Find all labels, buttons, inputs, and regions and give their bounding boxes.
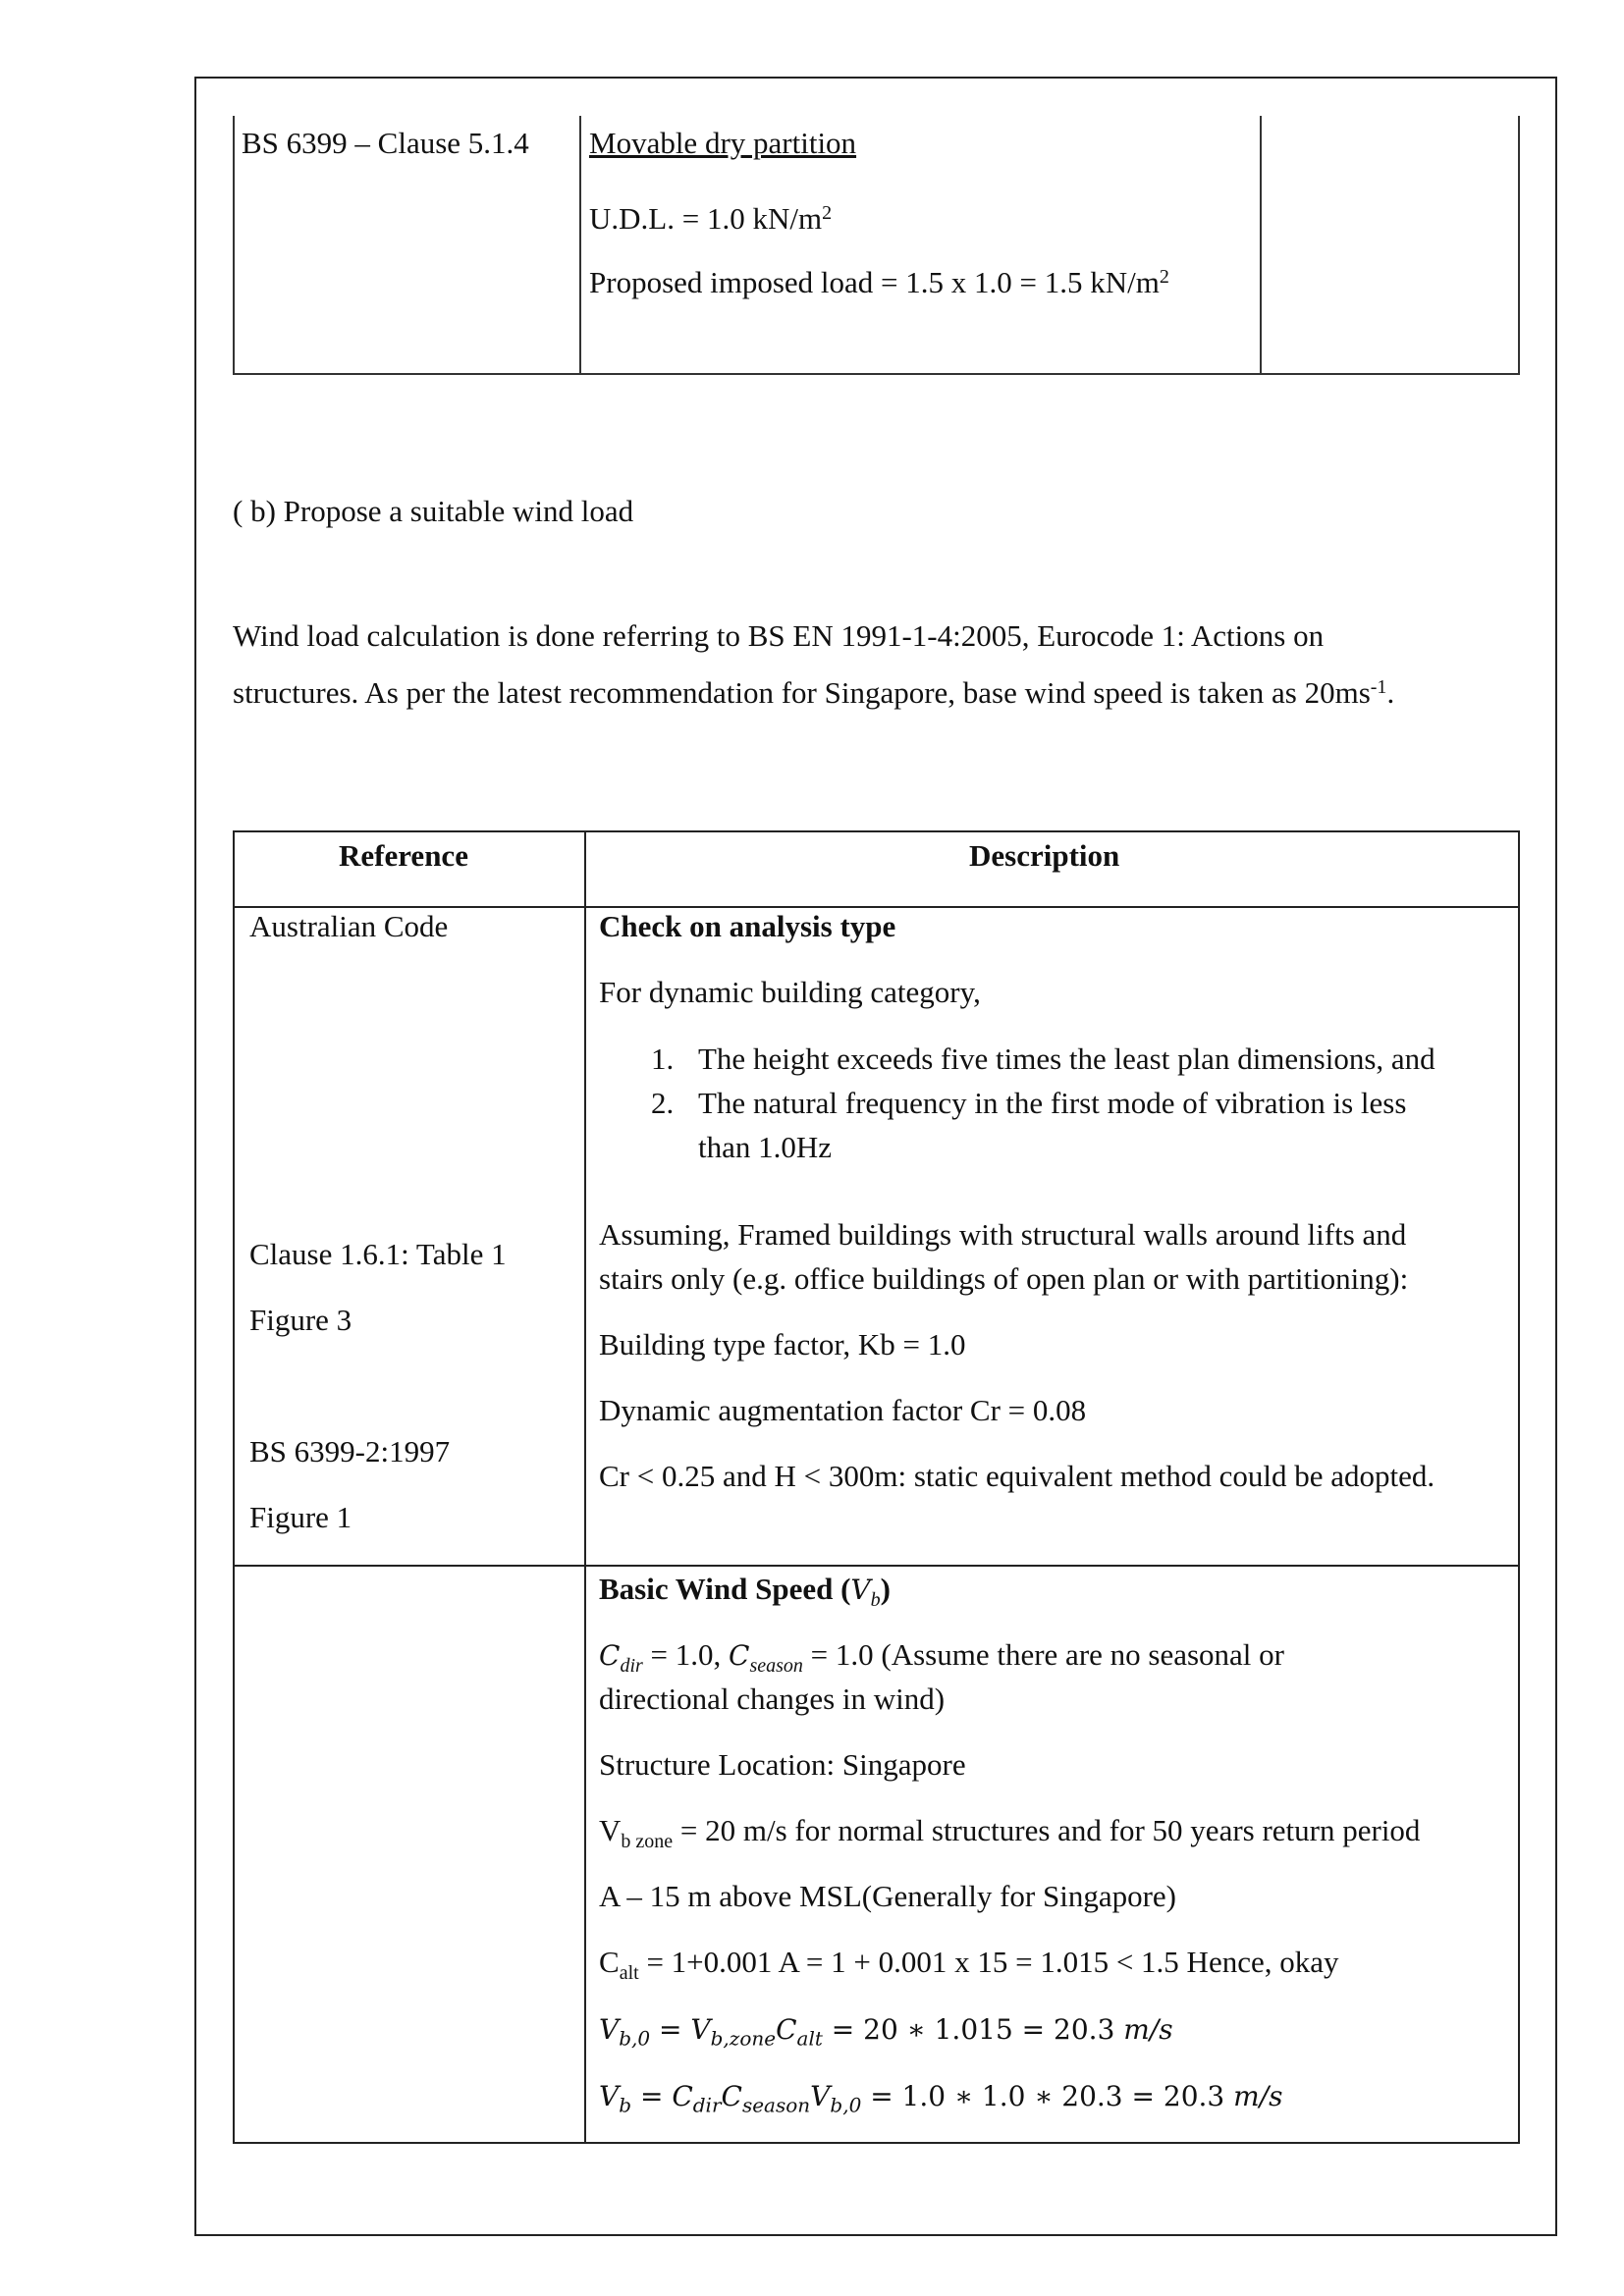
altitude-line: A – 15 m above MSL(Generally for Singapore) (599, 1879, 1177, 1913)
list-number-1: 1. (651, 1041, 675, 1076)
ref-clause-table1: Clause 1.6.1: Table 1 (249, 1237, 507, 1271)
header-reference: Reference (339, 838, 468, 873)
ref-figure3: Figure 3 (249, 1303, 352, 1337)
ref-figure1: Figure 1 (249, 1500, 352, 1534)
building-type-factor: Building type factor, Kb = 1.0 (599, 1327, 966, 1362)
header-description: Description (969, 838, 1120, 873)
static-method-conclusion: Cr < 0.25 and H < 300m: static equivalent method could be adopted. (599, 1459, 1435, 1493)
vb-zone-line: $V_{b zone} = 20$ m/s for normal structures and for 50 years return period (599, 1813, 1421, 1853)
equation-vb0: $V_{b,0} = V_{b,zone}C_{alt} = 20$ ∗ 1.015 = 20.3 m/s (599, 2013, 1173, 2051)
section-b-heading: ( b) Propose a suitable wind load (233, 494, 634, 528)
equation-vb: $V_b = C_{dir}C_{season}V_{b,0} = 1.0$ ∗ 1.0 ∗ 20.3 = 20.3 m/s (599, 2080, 1283, 2117)
dynamic-augmentation-factor: Dynamic augmentation factor Cr = 0.08 (599, 1393, 1087, 1427)
ref-bs6399-2: BS 6399-2:1997 (249, 1434, 451, 1468)
cdir-cseason-line1: $C_{dir} = 1.0$, $C_{season} = 1.0$ (Assume there are no seasonal or (599, 1637, 1284, 1678)
list-number-2: 2. (651, 1086, 675, 1120)
udl-value: U.D.L. = 1.0 $kN/m^2$ (589, 201, 833, 236)
partition-heading: Movable dry partition (589, 126, 857, 160)
imposed-load: Proposed imposed load = 1.5 x 1.0 = 1.5 $kN/m^2$ (589, 265, 1169, 299)
assumption-line2: stairs only (e.g. office buildings of open plan or with partitioning): (599, 1261, 1409, 1296)
analysis-type-heading: Check on analysis type (599, 909, 896, 943)
cdir-cseason-line2: directional changes in wind) (599, 1682, 946, 1716)
list-item-2-line2: than 1.0Hz (698, 1130, 833, 1164)
calt-line: $C_{alt} = 1+0.001$ A = 1 + 0.001 x 15 = 1.015 < 1.5 Hence, okay (599, 1945, 1339, 1985)
assumption-line1: Assuming, Framed buildings with structural walls around lifts and (599, 1217, 1407, 1252)
wind-paragraph-line2: structures. As per the latest recommendation for Singapore, base wind speed is taken as $20ms^{-1}$. (233, 675, 1395, 710)
list-item-2-line1: The natural frequency in the first mode of vibration is less (698, 1086, 1407, 1120)
structure-location: Structure Location: Singapore (599, 1747, 966, 1782)
basic-wind-speed-heading: Basic Wind Speed $(V_b)$ (599, 1572, 891, 1612)
list-item-1: The height exceeds five times the least plan dimensions, and (698, 1041, 1435, 1076)
reference-bs6399: BS 6399 – Clause 5.1.4 (242, 126, 529, 160)
wind-paragraph-line1: Wind load calculation is done referring to BS EN 1991-1-4:2005, Eurocode 1: Actions on (233, 618, 1325, 653)
ref-australian-code: Australian Code (249, 909, 449, 943)
dynamic-category-intro: For dynamic building category, (599, 975, 981, 1009)
